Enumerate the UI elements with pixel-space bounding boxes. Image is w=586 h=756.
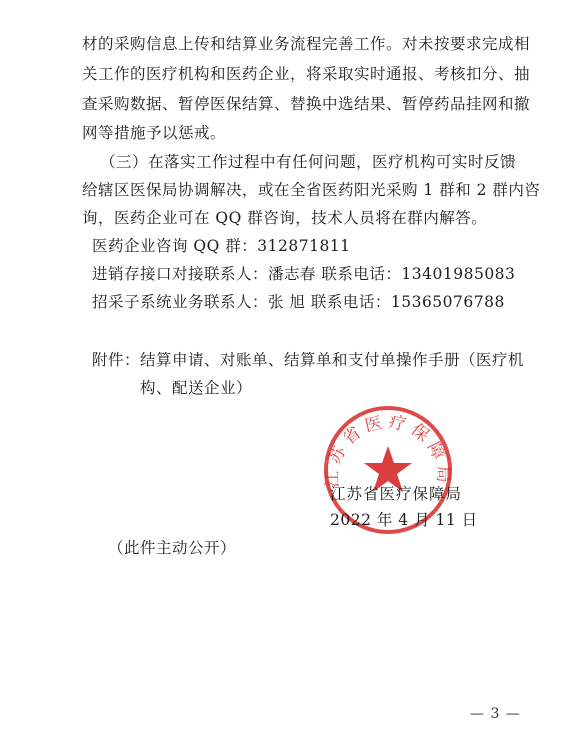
body-line-7: 询，医药企业可在 QQ 群咨询，技术人员将在群内解答。: [82, 209, 488, 227]
body-line-1: 材的采购信息上传和结算业务流程完善工作。对未按要求完成相: [82, 35, 531, 53]
contact-qq-group: 医药企业咨询 QQ 群：312871811: [92, 237, 351, 255]
body-line-5: （三）在落实工作过程中有任何问题，医疗机构可实时反馈: [100, 153, 517, 171]
contact-subsystem: 招采子系统业务联系人：张 旭 联系电话：15365076788: [92, 293, 505, 311]
body-line-2: 关工作的医疗机构和医药企业，将采取实时通报、考核扣分、抽: [82, 65, 531, 83]
seal-text: 江苏省医疗保障局: [322, 412, 454, 488]
signature-org: 江苏省医疗保障局: [330, 485, 463, 503]
attachment-line-2: 构、配送企业）: [140, 379, 253, 397]
page-number: — 3 —: [470, 706, 521, 722]
attachment-line-1: 附件：结算申请、对账单、结算单和支付单操作手册（医疗机: [92, 351, 525, 369]
disclosure-note: （此件主动公开）: [108, 539, 237, 557]
body-line-4: 网等措施予以惩戒。: [82, 124, 227, 142]
body-line-6: 给辖区医保局协调解决，或在全省医药阳光采购 1 群和 2 群内咨: [82, 181, 541, 199]
signature-date: 2022 年 4 月 11 日: [330, 511, 478, 529]
body-line-3: 查采购数据、暂停医保结算、替换中选结果、暂停药品挂网和撤: [82, 95, 531, 113]
contact-stock-interface: 进销存接口对接联系人：潘志春 联系电话：13401985083: [92, 265, 516, 283]
